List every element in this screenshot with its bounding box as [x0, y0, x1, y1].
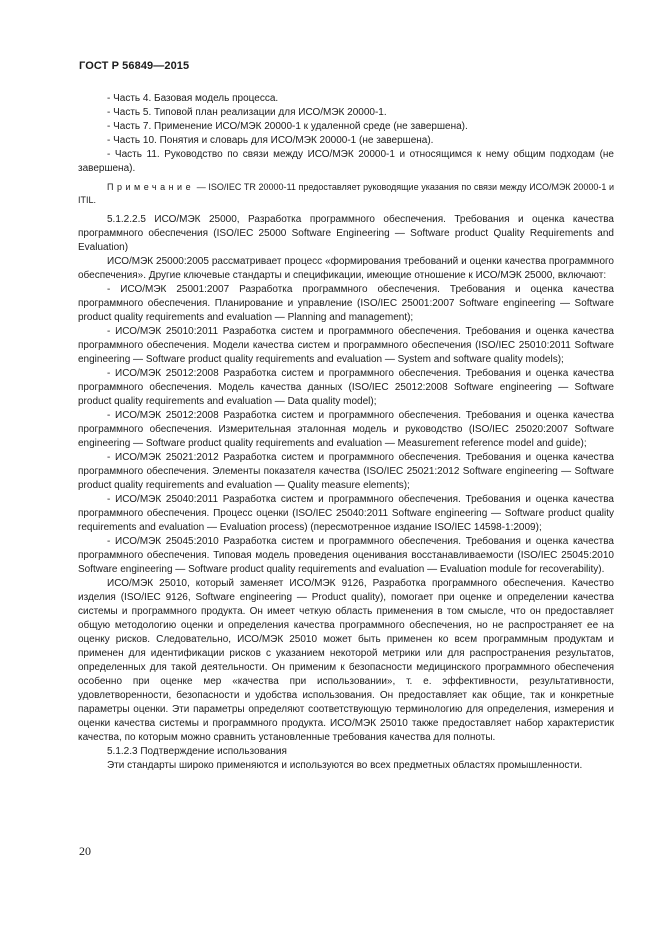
paragraph: ИСО/МЭК 25010, который заменяет ИСО/МЭК 9126, Разработка программного обеспечения. Качество изделия (ISO/IEC 9126, Software engineering — Product quality), помогает при оценке и определении качества системы и программного продукта. Он имеет четкую область применения в том смысле, что он предоставляет общую методологию оценки и определения качества программного обеспечения, но не распространяет ее на оценку рисков. Следовательно, ИСО/МЭК 25010 может быть применен ко всем программным продуктам и применен для идентификации рисков с указанием некоторой метрики или для распространения результатов, определенных для такой деятельности. Он применим к безопасности медицинского программного обеспечения особенно при оценке мер «качества при использовании», т. е. эффективности, результативности, удовлетворенности, безопасности и удобства использования. Он предоставляет как общие, так и конкретные параметры оценки. Эти параметры определяют соответствующую терминологию для определения, измерения и оценки качества системы и программного продукта. ИСО/МЭК 25010 также предоставляет набор характеристик качества, по которым можно сравнить установленные требования качества для полноты. [78, 578, 614, 743]
section-heading: 5.1.2.3 Подтверждение использования [107, 746, 287, 757]
list-item: - ИСО/МЭК 25012:2008 Разработка систем и программного обеспечения. Требования и оценка качества программного обеспечения. Измерительная эталонная модель и руководство (ISO/IEC 25020:2007 Software engineering — Software product quality requirements and evaluation — Measurement reference model and guide); [78, 410, 614, 449]
list-item: - Часть 10. Понятия и словарь для ИСО/МЭК 20000-1 (не завершена). [107, 135, 434, 146]
list-item: - ИСО/МЭК 25040:2011 Разработка систем и программного обеспечения. Требования и оценка качества программного обеспечения. Процесс оценки (ISO/IEC 25040:2011 Software engineering — Software product quality requirements and evaluation — Evaluation process) (пересмотренное издание ISO/IEC 14598-1:2009); [78, 494, 614, 533]
list-item: - ИСО/МЭК 25045:2010 Разработка систем и программного обеспечения. Требования и оценка качества программного обеспечения. Типовая модель проведения оценивания восстанавливаемости (ISO/IEC 25045:2010 Software engineering — Software product quality requirements and evaluation — Evaluation module for recoverability). [78, 536, 614, 575]
list-item: - Часть 7. Применение ИСО/МЭК 20000-1 к удаленной среде (не завершена). [107, 121, 468, 132]
document-header: ГОСТ Р 56849—2015 [79, 60, 190, 72]
list-item: - ИСО/МЭК 25001:2007 Разработка программного обеспечения. Требования и оценка качества программного обеспечения. Планирование и управление (ISO/IEC 25001:2007 Software engineering — Software product quality requirements and evaluation — Planning and management); [78, 284, 614, 323]
section-heading: 5.1.2.2.5 ИСО/МЭК 25000, Разработка программного обеспечения. Требования и оценка качества программного обеспечения (ISO/IEC 25000 Software Engineering — Software product Quality Requirements and Evaluation) [78, 214, 614, 253]
list-item: - Часть 11. Руководство по связи между ИСО/МЭК 20000-1 и относящимся к нему общим подходам (не завершена). [78, 149, 614, 174]
list-item: - ИСО/МЭК 25021:2012 Разработка систем и программного обеспечения. Требования и оценка качества программного обеспечения. Элементы показателя качества (ISO/IEC 25021:2012 Software engineering — Software product quality requirements and evaluation — Quality measure elements); [78, 452, 614, 491]
paragraph: ИСО/МЭК 25000:2005 рассматривает процесс «формирования требований и оценки качества программного обеспечения». Другие ключевые стандарты и спецификации, имеющие отношение к ИСО/МЭК 25000, включают: [78, 256, 614, 281]
list-item: - ИСО/МЭК 25012:2008 Разработка систем и программного обеспечения. Требования и оценка качества программного обеспечения. Модель качества данных (ISO/IEC 25012:2008 Software engineering — Software product quality requirements and evaluation — Data quality model); [78, 368, 614, 407]
list-item: - Часть 4. Базовая модель процесса. [107, 93, 279, 104]
page-number: 20 [79, 844, 91, 858]
note [78, 181, 614, 207]
note-label: Примечание [107, 182, 195, 192]
paragraph: Эти стандарты широко применяются и используются во всех предметных областях промышленности. [107, 760, 583, 771]
page-body [78, 92, 614, 773]
note-text: — ISO/IEC TR 20000-11 предоставляет руководящие указания по связи между ИСО/МЭК 20000-1 и ITIL. [78, 182, 614, 205]
list-item: - ИСО/МЭК 25010:2011 Разработка систем и программного обеспечения. Требования и оценка качества программного обеспечения. Модели качества систем и программного обеспечения (ISO/IEC 25010:2011 Software engineering — Software product quality requirements and evaluation — System and software quality models); [78, 326, 614, 365]
list-item: - Часть 5. Типовой план реализации для ИСО/МЭК 20000-1. [107, 107, 387, 118]
